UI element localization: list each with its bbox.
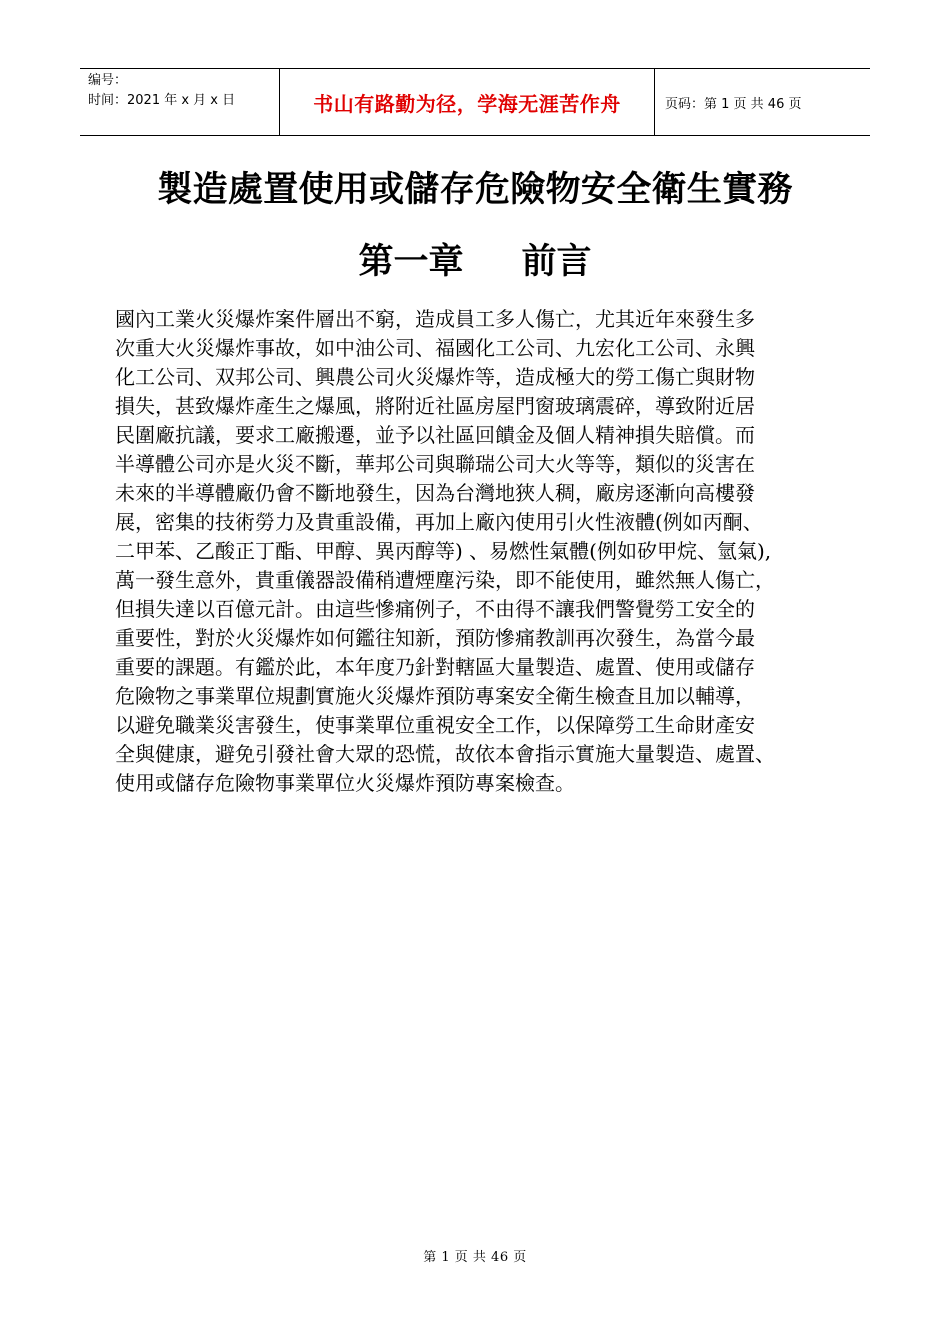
document-title: 製造處置使用或儲存危險物安全衛生實務 [157,169,793,210]
body-line: 重要性，對於火災爆炸如何鑑往知新，預防慘痛教訓再次發生，為當今最 [115,626,755,650]
body-line: 使用或儲存危險物事業單位火災爆炸預防專案檢查。 [115,771,575,795]
body-line: 展，密集的技術勞力及貴重設備，再加上廠內使用引火性液體(例如丙酮、 [115,510,763,534]
chapter-number: 第一章 [358,241,464,282]
document-header [80,68,870,136]
body-line: 危險物之事業單位規劃實施火災爆炸預防專案安全衛生檢查且加以輔導， [115,684,755,708]
body-line: 萬一發生意外，貴重儀器設備稍遭煙塵污染，即不能使用，雖然無人傷亡， [115,568,775,592]
body-line: 但損失達以百億元計。由這些慘痛例子，不由得不讓我們警覺勞工安全的 [115,597,755,621]
body-line: 未來的半導體廠仍會不斷地發生，因為台灣地狹人稠，廠房逐漸向高樓發 [115,481,755,505]
document-date: 时间：2021 年 x 月 x 日 [88,93,236,108]
body-line: 二甲苯、乙酸正丁酯、甲醇、異丙醇等) 、易燃性氣體(例如矽甲烷、氫氣), [115,539,772,563]
body-line: 國內工業火災爆炸案件層出不窮，造成員工多人傷亡，尤其近年來發生多 [115,307,755,331]
body-line: 全與健康，避免引發社會大眾的恐慌，故依本會指示實施大量製造、處置、 [115,742,775,766]
body-line: 民圍廠抗議，要求工廠搬遷，並予以社區回饋金及個人精神損失賠償。而 [115,423,755,447]
header-page-info: 页码：第 1 页 共 46 页 [665,96,802,112]
body-line: 以避免職業災害發生，使事業單位重視安全工作，以保障勞工生命財產安 [115,713,755,737]
body-line: 次重大火災爆炸事故，如中油公司、福國化工公司、九宏化工公司、永興 [115,336,755,360]
body-line: 化工公司、双邦公司、興農公司火災爆炸等，造成極大的勞工傷亡與財物 [115,365,755,389]
chapter-heading [0,238,950,286]
header-motto: 书山有路勤为径，学海无涯苦作舟 [280,69,655,135]
page-footer: 第 1 页 共 46 页 [423,1250,527,1265]
body-line: 半導體公司亦是火災不斷，華邦公司與聯瑞公司大火等等，類似的災害在 [115,452,755,476]
body-line: 重要的課題。有鑑於此，本年度乃針對轄區大量製造、處置、使用或儲存 [115,655,755,679]
document-number-label: 编号： [88,73,128,88]
header-meta [80,69,280,135]
body-line: 損失，甚致爆炸產生之爆風，將附近社區房屋門窗玻璃震碎，導致附近居 [115,394,755,418]
body-paragraph [115,305,855,798]
chapter-name: 前言 [521,241,592,282]
